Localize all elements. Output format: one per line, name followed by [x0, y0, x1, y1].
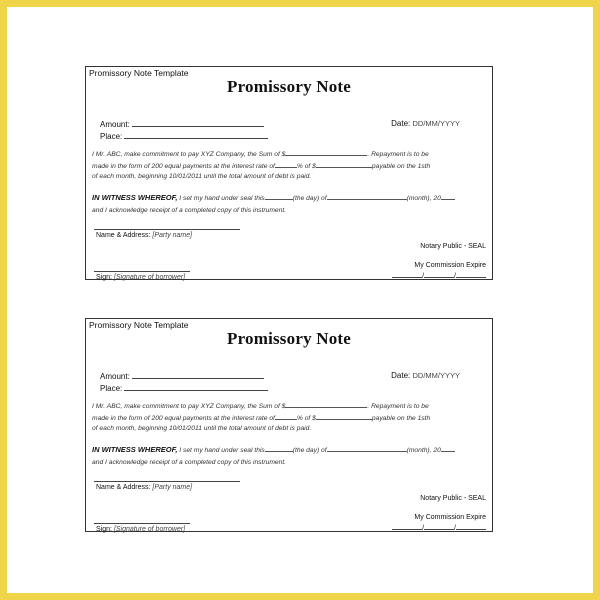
sum-field[interactable] — [285, 149, 367, 156]
witness-b: (the day) of — [292, 195, 327, 202]
expire-day-field[interactable] — [392, 522, 422, 530]
commission-date-fields: / / — [392, 270, 486, 280]
sign-label: Sign: — [96, 274, 112, 281]
place-field[interactable] — [124, 131, 268, 139]
place-row — [100, 383, 268, 393]
p-line3: of each month, beginning 10/01/2011 until the total amount of debt is paid. — [92, 425, 312, 432]
amount-row — [100, 371, 264, 381]
name-signature-line[interactable] — [94, 481, 240, 482]
note-title: Promissory Note — [226, 329, 352, 348]
commitment-paragraph — [92, 401, 486, 435]
place-label: Place: — [100, 132, 123, 141]
expire-month-field[interactable] — [424, 270, 454, 278]
promissory-note-1 — [85, 66, 493, 280]
expire-month-field[interactable] — [424, 522, 454, 530]
p-line2-a: made in the form of 200 equal payments at the interest rate of — [92, 162, 275, 170]
name-signature-line[interactable] — [94, 229, 240, 230]
sign-label: Sign: — [96, 526, 112, 533]
p-line1-a: I Mr. ABC, make commitment to pay XYZ Company, the Sum of $ — [92, 151, 286, 158]
date-label: Date: — [391, 371, 411, 380]
p-line1-a: I Mr. ABC, make commitment to pay XYZ Company, the Sum of $ — [92, 403, 286, 410]
sign-row — [96, 274, 185, 281]
month-field[interactable] — [327, 445, 407, 452]
expire-year-field[interactable] — [456, 522, 486, 530]
witness-bold: IN WITNESS WHEREOF, — [92, 193, 178, 202]
p-line2-c: payable on the 1sth — [371, 414, 431, 422]
p-line1-b: . Repayment is to be — [367, 403, 429, 410]
day-field[interactable] — [265, 445, 293, 452]
name-address-row — [96, 484, 192, 491]
commission-date-fields: / / — [392, 522, 486, 532]
expire-year-field[interactable] — [456, 270, 486, 278]
place-row — [100, 131, 268, 141]
commitment-paragraph — [92, 149, 486, 183]
witness-a: I set my hand under seal this — [179, 195, 265, 202]
date-label: Date: — [391, 119, 411, 128]
acknowledge-text: and I acknowledge receipt of a completed copy of this instrument. — [92, 207, 287, 214]
place-field[interactable] — [124, 383, 268, 391]
amount-row — [100, 119, 264, 129]
place-label: Place: — [100, 384, 123, 393]
witness-bold: IN WITNESS WHEREOF, — [92, 445, 178, 454]
sum-field[interactable] — [285, 401, 367, 408]
day-field[interactable] — [265, 193, 293, 200]
name-label: Name & Address: — [96, 232, 151, 239]
amount-field[interactable] — [132, 119, 264, 127]
amount-field[interactable] — [132, 371, 264, 379]
witness-line — [92, 445, 486, 454]
witness-c: (month), 20 — [406, 195, 441, 202]
name-label: Name & Address: — [96, 484, 151, 491]
commission-expire: My Commission Expire — [414, 262, 486, 269]
name-value: [Party name] — [152, 232, 193, 239]
expire-day-field[interactable] — [392, 270, 422, 278]
witness-b: (the day) of — [292, 447, 327, 454]
witness-line — [92, 193, 486, 202]
p-line2-c: payable on the 1sth — [371, 162, 431, 170]
sign-value: [Signature of borrower] — [113, 274, 186, 281]
template-label: Promissory Note Template — [89, 68, 189, 78]
payment-field[interactable] — [316, 161, 372, 168]
amount-label: Amount: — [100, 120, 130, 129]
year-field[interactable] — [441, 193, 455, 200]
date-row — [391, 119, 460, 128]
template-label: Promissory Note Template — [89, 320, 189, 330]
date-row — [391, 371, 460, 380]
borrower-signature-line[interactable] — [94, 523, 190, 524]
rate-field[interactable] — [275, 161, 297, 168]
p-line2-b: % of $ — [296, 414, 316, 422]
sign-row — [96, 526, 185, 533]
date-value: DD/MM/YYYY — [412, 371, 460, 380]
name-address-row — [96, 232, 192, 239]
amount-label: Amount: — [100, 372, 130, 381]
p-line3: of each month, beginning 10/01/2011 until the total amount of debt is paid. — [92, 173, 312, 180]
p-line2-b: % of $ — [296, 162, 316, 170]
date-value: DD/MM/YYYY — [412, 119, 460, 128]
p-line2-a: made in the form of 200 equal payments at the interest rate of — [92, 414, 275, 422]
name-value: [Party name] — [152, 484, 193, 491]
document-page — [7, 7, 593, 593]
acknowledge-text: and I acknowledge receipt of a completed copy of this instrument. — [92, 459, 287, 466]
notary-seal: Notary Public - SEAL — [420, 495, 486, 502]
sign-value: [Signature of borrower] — [113, 526, 186, 533]
note-title: Promissory Note — [226, 77, 352, 96]
month-field[interactable] — [327, 193, 407, 200]
notary-seal: Notary Public - SEAL — [420, 243, 486, 250]
year-field[interactable] — [441, 445, 455, 452]
p-line1-b: . Repayment is to be — [367, 151, 429, 158]
rate-field[interactable] — [275, 413, 297, 420]
payment-field[interactable] — [316, 413, 372, 420]
borrower-signature-line[interactable] — [94, 271, 190, 272]
commission-expire: My Commission Expire — [414, 514, 486, 521]
witness-c: (month), 20 — [406, 447, 441, 454]
promissory-note-2 — [85, 318, 493, 532]
witness-a: I set my hand under seal this — [179, 447, 265, 454]
